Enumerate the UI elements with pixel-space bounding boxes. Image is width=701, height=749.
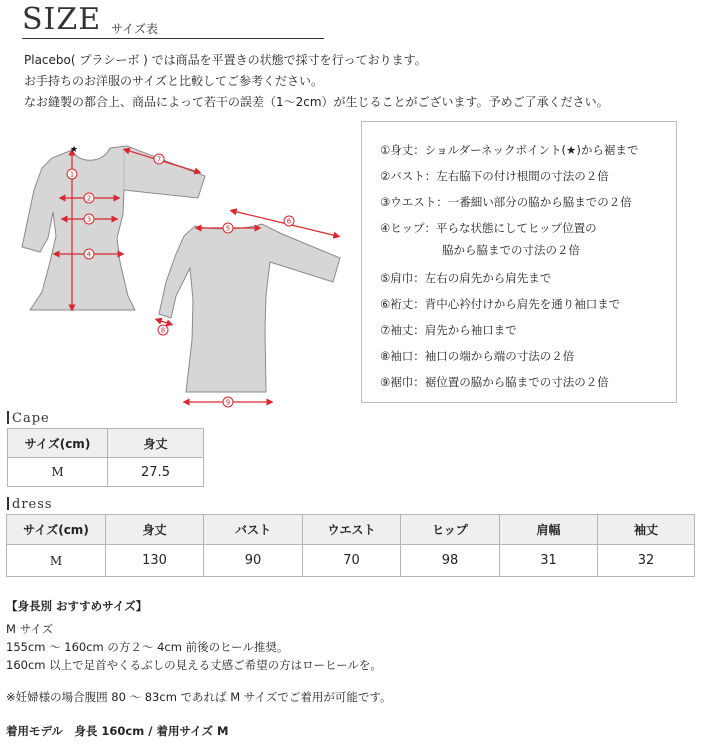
legend-item-yuki: ⑥裄丈：背中心衿付けから肩先を通り袖口まで	[380, 297, 621, 311]
section-bar	[7, 411, 9, 424]
marker-8	[158, 325, 168, 335]
recommend-size-label: M サイズ	[6, 622, 54, 636]
svg-text:7: 7	[156, 155, 162, 164]
legend-item-hip: ④ヒップ：平らな状態にしてヒップ位置の	[380, 221, 597, 235]
model-info: 着用モデル 身長 160cm / 着用サイズ M	[6, 724, 229, 738]
legend-item-bust: ②バスト：左右脇下の付け根間の寸法の２倍	[380, 169, 609, 183]
legend-item-waist: ③ウエスト：一番細い部分の脇から脇までの２倍	[380, 195, 632, 209]
svg-text:9: 9	[225, 398, 231, 407]
dress-header-bust: バスト	[204, 515, 303, 545]
marker-6	[284, 216, 294, 226]
cape-header-length: 身丈	[108, 429, 204, 458]
legend-item-sleeve-length: ⑦袖丈：肩先から袖口まで	[380, 323, 517, 337]
cape-row-length: 27.5	[108, 458, 204, 487]
shoulder-neck-star-icon: ★	[70, 145, 79, 155]
dress-header-hip: ヒップ	[401, 515, 500, 545]
measurement-legend	[361, 121, 677, 403]
svg-text:3: 3	[86, 215, 92, 224]
dress-header-sleeve: 袖丈	[598, 515, 695, 545]
intro-line-3: なお縫製の都合上、商品によって若干の誤差（1〜2cm）が生じることがございます。予めご了承ください。	[24, 95, 609, 109]
dress-row-hip: 98	[401, 545, 500, 577]
page-subtitle: サイズ表	[111, 22, 159, 36]
cape-label-text: Cape	[12, 411, 50, 426]
dress-row-bust: 90	[204, 545, 303, 577]
section-bar	[7, 497, 9, 510]
dress-row-waist: 70	[303, 545, 401, 577]
dress-row-size: M	[7, 545, 106, 577]
recommend-note-1: 155cm 〜 160cm の方２〜 4cm 前後のヒール推奨。	[6, 640, 289, 654]
recommend-note-2: 160cm 以上で足首やくるぶしの見える丈感ご希望の方はローヒールを。	[6, 658, 382, 672]
legend-item-hip-continued: 脇から脇までの寸法の２倍	[442, 243, 580, 257]
garment-measurement-diagram	[0, 110, 360, 415]
cape-row-size: M	[8, 458, 108, 487]
dress-size-table	[6, 514, 695, 577]
legend-item-hem-width: ⑨裾巾：裾位置の脇から脇までの寸法の２倍	[380, 375, 609, 389]
svg-text:8: 8	[160, 326, 166, 335]
svg-text:2: 2	[86, 194, 92, 203]
legend-item-shoulder-width: ⑤肩巾：左右の肩先から肩先まで	[380, 271, 552, 285]
dress-row-shoulder: 31	[500, 545, 598, 577]
marker-9	[223, 397, 233, 407]
back-dress-illustration	[159, 224, 340, 392]
marker-1	[67, 169, 77, 179]
recommend-size-title: 【身長別 おすすめサイズ】	[6, 599, 148, 613]
svg-text:4: 4	[86, 250, 92, 259]
title-underline	[22, 38, 324, 39]
legend-item-cuff: ⑧袖口：袖口の端から端の寸法の２倍	[380, 349, 575, 363]
intro-line-2: お手持ちのお洋服のサイズと比較してご参考ください。	[24, 74, 324, 88]
dress-section-label	[7, 497, 53, 512]
dress-label-text: dress	[12, 497, 53, 512]
maternity-note: ※妊婦様の場合腹囲 80 〜 83cm であれば M サイズでご着用が可能です。	[6, 690, 392, 704]
marker-2	[84, 193, 94, 203]
marker-3	[84, 214, 94, 224]
dress-row-sleeve: 32	[598, 545, 695, 577]
marker-4	[84, 249, 94, 259]
marker-7	[154, 154, 164, 164]
cape-size-table	[7, 428, 204, 487]
dress-header-size: サイズ(cm)	[7, 515, 106, 545]
svg-text:1: 1	[69, 170, 75, 179]
dress-header-length: 身丈	[106, 515, 204, 545]
dress-row-length: 130	[106, 545, 204, 577]
marker-5	[223, 223, 233, 233]
svg-text:6: 6	[286, 217, 292, 226]
svg-text:5: 5	[225, 224, 231, 233]
page-title: SIZE	[22, 2, 102, 37]
intro-line-1: Placebo( プラシーボ ) では商品を平置きの状態で採寸を行っております。	[24, 53, 427, 67]
cape-section-label	[7, 411, 50, 426]
legend-item-length: ①身丈：ショルダーネックポイント(★)から裾まで	[380, 143, 639, 157]
dress-header-waist: ウエスト	[303, 515, 401, 545]
cape-header-size: サイズ(cm)	[8, 429, 108, 458]
dress-header-shoulder: 肩幅	[500, 515, 598, 545]
